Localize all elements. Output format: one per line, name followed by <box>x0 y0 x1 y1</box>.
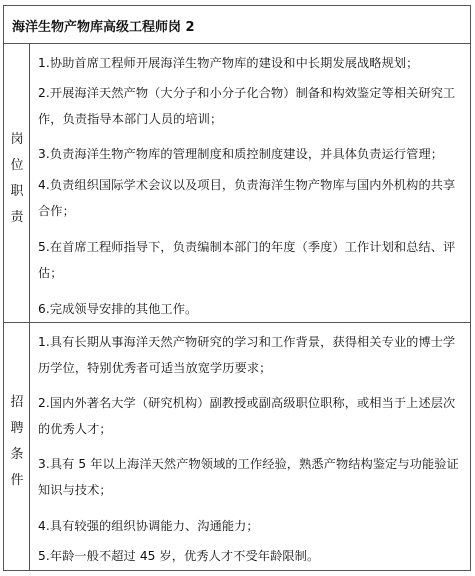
requirement-item: 3.具有 5 年以上海洋天然产物领域的工作经验，熟悉产物结构鉴定与功能验证知识与技术； <box>38 457 459 497</box>
requirement-item: 5.年龄一般不超过 45 岁，优秀人才不受年龄限制。 <box>38 549 320 563</box>
requirement-item: 2.国内外著名大学（研究机构）副教授或副高级职位职称，或相当于上述层次的优秀人才； <box>38 396 456 436</box>
requirements-label-char: 条 <box>10 447 24 462</box>
duties-label-char: 位 <box>10 158 24 173</box>
duty-item: 6.完成领导安排的其他工作。 <box>38 302 198 316</box>
duties-content <box>30 44 470 322</box>
position-title: 海洋生物产物库高级工程师岗 2 <box>12 20 195 35</box>
requirements-label <box>4 323 30 570</box>
requirement-item: 1.具有长期从事海洋天然产物研究的学习和工作背景，获得相关专业的博士学历学位，特别优秀者可适当放宽学历要求； <box>38 335 456 375</box>
duties-label-char: 职 <box>10 184 24 199</box>
requirements-section <box>4 323 470 570</box>
duties-label <box>4 44 30 322</box>
duties-section <box>4 44 470 323</box>
requirements-label-char: 聘 <box>10 421 24 436</box>
duty-item: 5.在首席工程师指导下，负责编制本部门的年度（季度）工作计划和总结、评估； <box>38 240 456 280</box>
job-table <box>3 5 471 571</box>
duties-label-char: 岗 <box>10 132 24 147</box>
duty-item: 3.负责海洋生物产物库的管理制度和质控制度建设，并具体负责运行管理； <box>38 147 444 161</box>
duties-label-char: 责 <box>10 210 24 225</box>
duty-item: 4.负责组织国际学术会议以及项目，负责海洋生物产物库与国内外机构的共享合作； <box>38 178 456 218</box>
requirement-item: 4.具有较强的组织协调能力、沟通能力； <box>38 519 259 533</box>
requirements-content <box>30 323 470 570</box>
duty-item: 2.开展海洋天然产物（大分子和小分子化合物）制备和构效鉴定等相关研究工作，负责指导本部门人员的培训； <box>38 86 456 126</box>
duty-item: 1.协助首席工程师开展海洋生物产物库的建设和中长期发展战略规划； <box>38 56 419 70</box>
title-row <box>4 6 470 44</box>
requirements-label-char: 件 <box>10 473 24 488</box>
requirements-label-char: 招 <box>10 395 24 410</box>
